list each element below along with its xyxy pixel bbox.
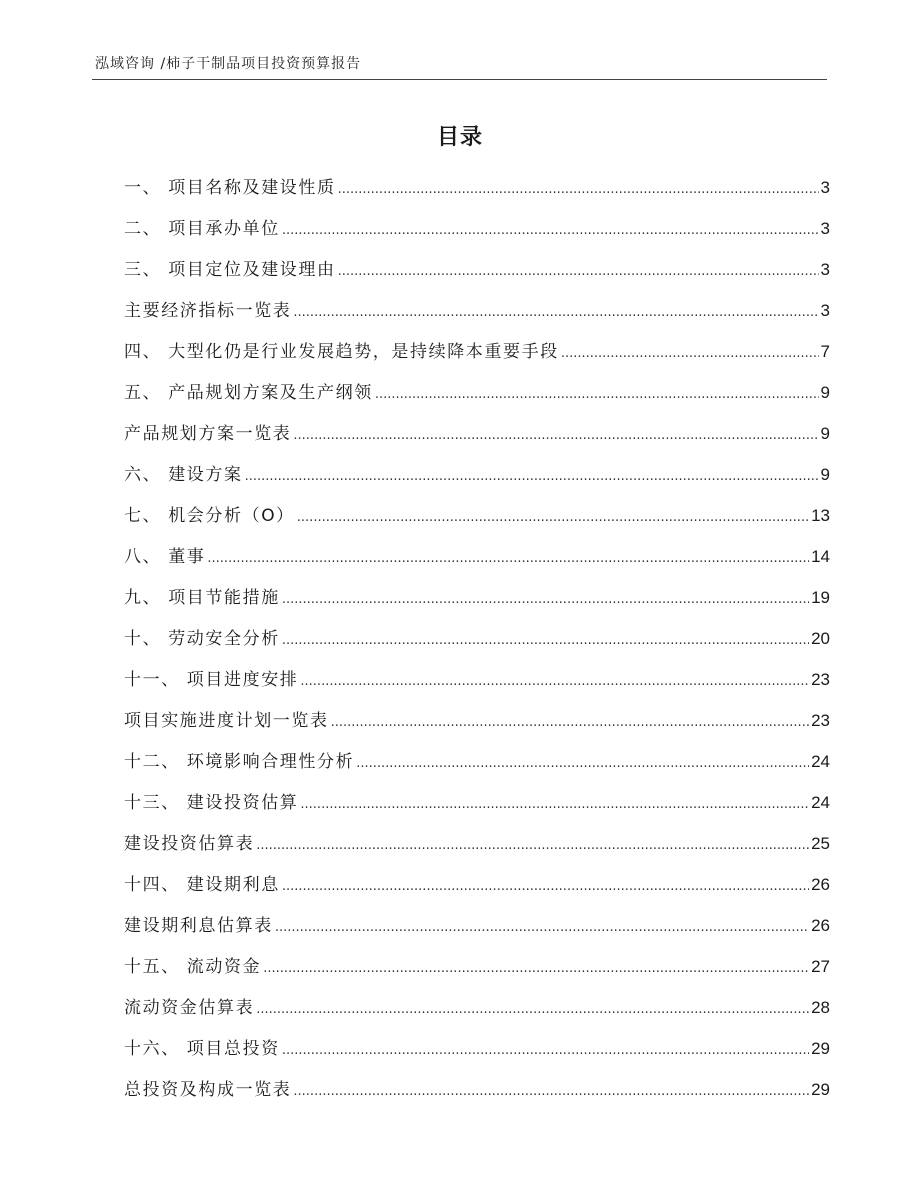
toc-entry[interactable] [124,1034,830,1075]
toc-dot-leader [338,182,819,197]
toc-entry[interactable] [124,624,830,665]
toc-entry[interactable] [124,706,830,747]
toc-dot-leader [356,756,809,771]
toc-dot-leader [293,1084,809,1099]
toc-dot-leader [282,1043,809,1058]
toc-dot-leader [561,346,819,361]
toc-entry-label: 一、 项目名称及建设性质 [124,178,336,198]
toc-entry-page: 24 [811,793,830,812]
toc-entry-label: 四、 大型化仍是行业发展趋势，是持续降本重要手段 [124,342,559,362]
toc-entry-page: 9 [820,465,830,484]
table-of-contents [124,173,830,1116]
toc-entry-label: 流动资金估算表 [124,998,255,1018]
toc-dot-leader [300,674,809,689]
toc-dot-leader [282,879,809,894]
toc-entry-page: 26 [811,916,830,935]
toc-dot-leader [300,797,809,812]
toc-entry[interactable] [124,296,830,337]
toc-entry-page: 20 [811,629,830,648]
toc-dot-leader [256,1002,809,1017]
toc-entry[interactable] [124,501,830,542]
toc-entry-page: 29 [811,1039,830,1058]
toc-dot-leader [256,838,809,853]
toc-entry-label: 产品规划方案一览表 [124,424,292,444]
toc-entry-page: 9 [820,383,830,402]
toc-entry-label: 九、 项目节能措施 [124,588,280,608]
toc-entry-page: 3 [820,301,830,320]
toc-dot-leader [338,264,819,279]
toc-entry-label: 总投资及构成一览表 [124,1080,292,1100]
toc-entry-label: 十三、 建设投资估算 [124,793,299,813]
toc-entry-page: 28 [811,998,830,1017]
toc-dot-leader [297,510,809,525]
toc-dot-leader [293,305,818,320]
toc-entry-page: 23 [811,670,830,689]
toc-dot-leader [275,920,809,935]
toc-entry[interactable] [124,460,830,501]
toc-entry-label: 十二、 环境影响合理性分析 [124,752,355,772]
toc-entry-page: 3 [820,178,830,197]
toc-entry-label: 七、 机会分析（O） [124,506,295,526]
toc-entry[interactable] [124,173,830,214]
toc-entry-page: 3 [820,260,830,279]
toc-entry-page: 29 [811,1080,830,1099]
toc-dot-leader [282,633,809,648]
toc-entry-page: 25 [811,834,830,853]
toc-entry-label: 十四、 建设期利息 [124,875,280,895]
toc-entry-label: 十、 劳动安全分析 [124,629,280,649]
toc-dot-leader [207,551,809,566]
toc-entry[interactable] [124,665,830,706]
toc-title: 目录 [436,125,483,150]
toc-entry[interactable] [124,214,830,255]
toc-entry-label: 三、 项目定位及建设理由 [124,260,336,280]
toc-entry[interactable] [124,255,830,296]
toc-dot-leader [375,387,819,402]
toc-entry-page: 23 [811,711,830,730]
toc-entry[interactable] [124,542,830,583]
toc-entry-label: 十一、 项目进度安排 [124,670,299,690]
toc-entry-page: 19 [811,588,830,607]
toc-entry[interactable] [124,378,830,419]
toc-entry-label: 十六、 项目总投资 [124,1039,280,1059]
toc-entry-page: 13 [811,506,830,525]
toc-entry-page: 7 [820,342,830,361]
running-header: 泓域咨询 /柿子干制品项目投资预算报告 [95,56,362,72]
toc-entry-label: 五、 产品规划方案及生产纲领 [124,383,373,403]
toc-entry-label: 主要经济指标一览表 [124,301,292,321]
toc-entry-label: 项目实施进度计划一览表 [124,711,329,731]
toc-dot-leader [282,592,809,607]
toc-entry-page: 9 [820,424,830,443]
toc-entry[interactable] [124,952,830,993]
toc-entry-label: 八、 董事 [124,547,206,567]
toc-entry-label: 十五、 流动资金 [124,957,262,977]
toc-entry-page: 27 [811,957,830,976]
toc-entry-page: 3 [820,219,830,238]
toc-dot-leader [245,469,819,484]
toc-entry[interactable] [124,870,830,911]
toc-entry[interactable] [124,747,830,788]
toc-entry[interactable] [124,1075,830,1116]
header-divider [92,79,827,80]
toc-entry-page: 24 [811,752,830,771]
toc-entry[interactable] [124,583,830,624]
toc-entry[interactable] [124,788,830,829]
toc-entry[interactable] [124,993,830,1034]
toc-entry[interactable] [124,829,830,870]
toc-entry-page: 14 [811,547,830,566]
toc-dot-leader [263,961,809,976]
toc-entry-page: 26 [811,875,830,894]
toc-dot-leader [331,715,809,730]
toc-entry[interactable] [124,419,830,460]
toc-entry-label: 建设投资估算表 [124,834,255,854]
toc-entry-label: 六、 建设方案 [124,465,243,485]
toc-entry[interactable] [124,337,830,378]
toc-entry-label: 二、 项目承办单位 [124,219,280,239]
toc-entry[interactable] [124,911,830,952]
toc-dot-leader [293,428,818,443]
toc-dot-leader [282,223,819,238]
toc-entry-label: 建设期利息估算表 [124,916,273,936]
